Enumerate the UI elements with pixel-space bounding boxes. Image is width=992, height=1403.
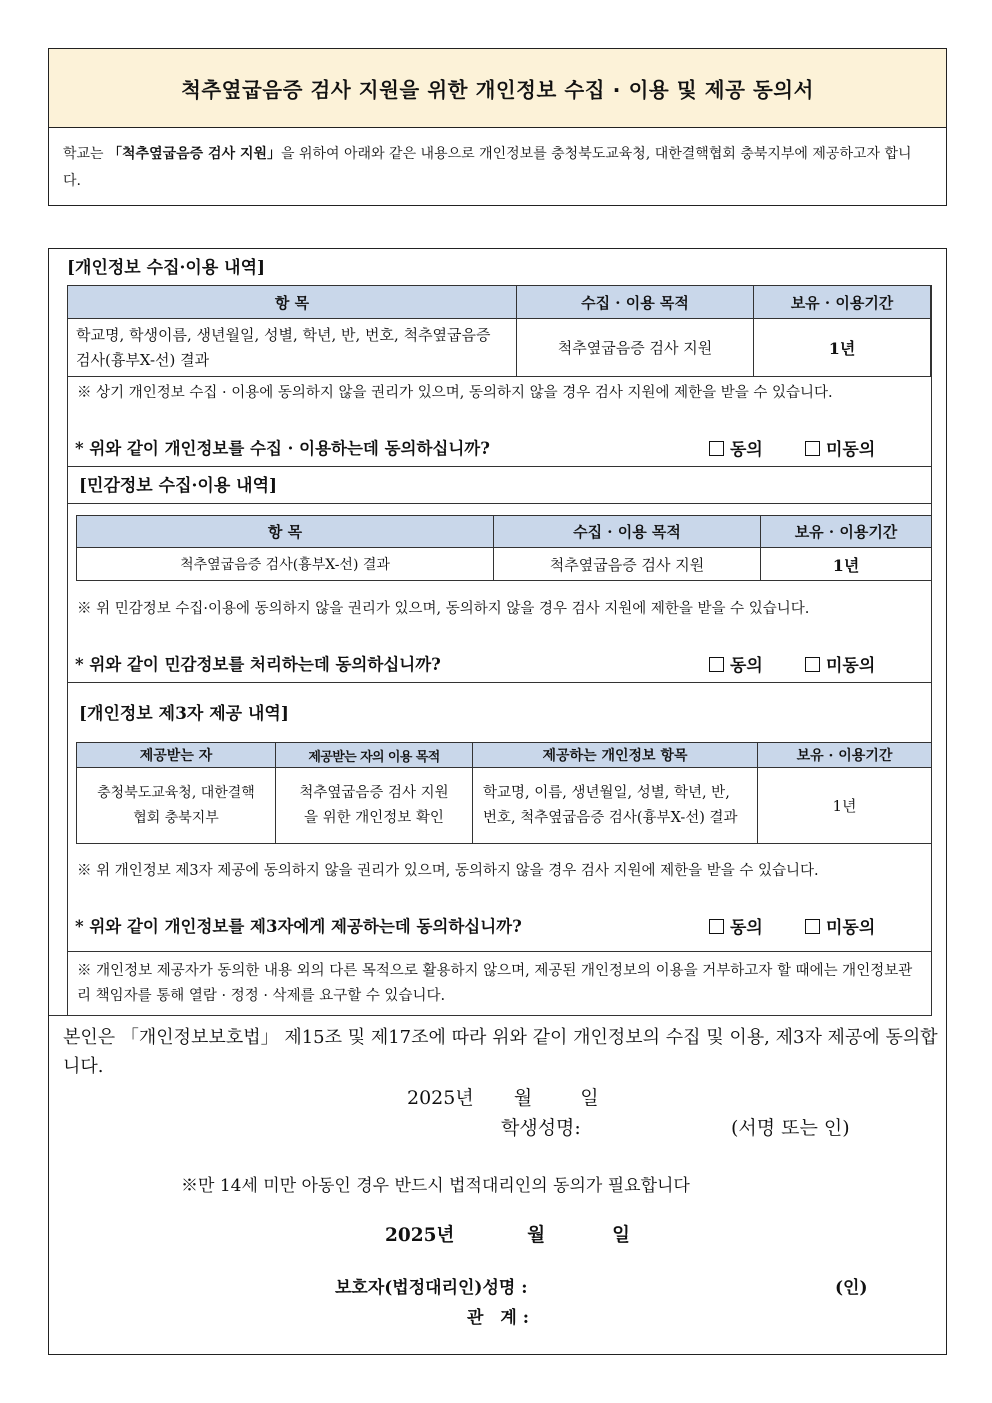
disagree-label: 미동의 xyxy=(826,918,876,938)
col-purpose: 수집 · 이용 목적 xyxy=(494,516,761,548)
col-period: 보유 · 이용기간 xyxy=(758,743,932,768)
section3-header-row xyxy=(77,743,932,768)
section2-disagree-option[interactable] xyxy=(805,651,875,676)
checkbox-icon[interactable] xyxy=(805,441,820,456)
date2-year: 2025년 xyxy=(385,1225,455,1246)
section1-disagree-option[interactable] xyxy=(805,435,875,460)
document-title: 척추옆굽음증 검사 지원을 위한 개인정보 수집 · 이용 및 제공 동의서 xyxy=(49,49,946,128)
divider xyxy=(67,466,931,467)
section3-question: * 위와 같이 개인정보를 제3자에게 제공하는데 동의하십니까? xyxy=(75,917,522,936)
section3-note: ※ 위 개인정보 제3자 제공에 동의하지 않을 권리가 있으며, 동의하지 않을 경우 검사 지원에 제한을 받을 수 있습니다. xyxy=(77,863,819,879)
consent-statement: 본인은 「개인정보보호법」 제15조 및 제17조에 따라 위와 같이 개인정보의 수집 및 이용, 제3자 제공에 동의합니다. xyxy=(63,1027,938,1077)
section3-heading: [개인정보 제3자 제공 내역] xyxy=(79,704,289,724)
disagree-label: 미동의 xyxy=(826,656,876,676)
section2-header-row xyxy=(77,516,932,548)
intro-text xyxy=(63,141,929,195)
cell-period: 1년 xyxy=(754,319,931,377)
intro-bold: 「척추옆굽음증 검사 지원」 xyxy=(108,146,282,162)
checkbox-icon[interactable] xyxy=(709,919,724,934)
agree-label: 동의 xyxy=(730,918,763,938)
section3-agree-option[interactable] xyxy=(709,913,763,938)
section1-question: * 위와 같이 개인정보를 수집 · 이용하는데 동의하십니까? xyxy=(75,439,490,458)
section1-table xyxy=(67,285,931,377)
col-period: 보유 · 이용기간 xyxy=(761,516,932,548)
agree-label: 동의 xyxy=(730,440,763,460)
divider xyxy=(67,951,931,952)
relation-label: 관 계 : xyxy=(467,1308,530,1328)
section3-disagree-option[interactable] xyxy=(805,913,875,938)
final-note: ※ 개인정보 제공자가 동의한 내용 외의 다른 목적으로 활용하지 않으며, 제공된 개인정보의 이용을 거부하고자 할 때에는 개인정보관리 책임자를 통해 열람 · 정정 · 삭제를 요구할 수 있습니다. xyxy=(77,963,913,1004)
checkbox-icon[interactable] xyxy=(709,441,724,456)
section1-agree-option[interactable] xyxy=(709,435,763,460)
cell-item: 척추옆굽음증 검사(흉부X-선) 결과 xyxy=(77,548,494,581)
date-month: 월 xyxy=(513,1087,533,1109)
date2-month: 월 xyxy=(527,1225,546,1246)
date-year: 2025년 xyxy=(407,1087,474,1109)
cell-item: 학교명, 학생이름, 생년월일, 성별, 학년, 반, 번호, 척추옆굽음증 검사(흉부X-선) 결과 xyxy=(68,319,517,377)
table-row xyxy=(77,548,932,581)
section1-header-row xyxy=(68,286,931,319)
section2-note: ※ 위 민감정보 수집·이용에 동의하지 않을 권리가 있으며, 동의하지 않을 경우 검사 지원에 제한을 받을 수 있습니다. xyxy=(77,601,810,617)
cell-provided-items: 학교명, 이름, 생년월일, 성별, 학년, 반, 번호, 척추옆굽음증 검사(흉부X-선) 결과 xyxy=(473,768,758,844)
minor-note: ※만 14세 미만 아동인 경우 반드시 법적대리인의 동의가 필요합니다 xyxy=(181,1176,690,1196)
disagree-label: 미동의 xyxy=(826,440,876,460)
student-sign-label: (서명 또는 인) xyxy=(731,1117,850,1139)
cell-period: 1년 xyxy=(758,768,932,844)
header-box xyxy=(48,48,947,206)
col-item: 항 목 xyxy=(77,516,494,548)
frame-left xyxy=(67,285,68,1015)
section2-question: * 위와 같이 민감정보를 처리하는데 동의하십니까? xyxy=(75,655,441,674)
frame-right xyxy=(931,285,932,1015)
cell-purpose: 척추옆굽음증 검사 지원 xyxy=(494,548,761,581)
section1-heading: [개인정보 수집·이용 내역] xyxy=(67,258,266,278)
section2-table xyxy=(76,515,932,581)
divider xyxy=(49,1015,932,1016)
col-use-purpose: 제공받는 자의 이용 목적 xyxy=(276,743,473,768)
col-purpose: 수집 · 이용 목적 xyxy=(517,286,754,319)
cell-recipient: 충청북도교육청, 대한결핵협회 충북지부 xyxy=(77,768,276,844)
guardian-name-label: 보호자(법정대리인)성명 : xyxy=(335,1278,528,1298)
date2-day: 일 xyxy=(612,1225,630,1246)
section3-table xyxy=(76,742,932,844)
divider xyxy=(67,682,931,683)
student-name-label: 학생성명: xyxy=(501,1117,581,1139)
checkbox-icon[interactable] xyxy=(709,657,724,672)
section1-note: ※ 상기 개인정보 수집 · 이용에 동의하지 않을 권리가 있으며, 동의하지 않을 경우 검사 지원에 제한을 받을 수 있습니다. xyxy=(77,385,833,401)
cell-purpose: 척추옆굽음증 검사 지원 xyxy=(517,319,754,377)
main-box xyxy=(48,248,947,1355)
table-row xyxy=(77,768,932,844)
guardian-date xyxy=(385,1221,630,1247)
consent-date xyxy=(407,1083,599,1110)
date-day: 일 xyxy=(580,1087,599,1109)
col-item: 항 목 xyxy=(68,286,517,319)
checkbox-icon[interactable] xyxy=(805,657,820,672)
checkbox-icon[interactable] xyxy=(805,919,820,934)
cell-use-purpose: 척추옆굽음증 검사 지원을 위한 개인정보 확인 xyxy=(276,768,473,844)
section2-agree-option[interactable] xyxy=(709,651,763,676)
col-provided-items: 제공하는 개인정보 항목 xyxy=(473,743,758,768)
table-row xyxy=(68,319,931,377)
col-recipient: 제공받는 자 xyxy=(77,743,276,768)
guardian-seal: (인) xyxy=(835,1278,868,1298)
intro-part1: 학교는 xyxy=(63,146,109,162)
col-period: 보유 · 이용기간 xyxy=(754,286,931,319)
agree-label: 동의 xyxy=(730,656,763,676)
cell-period: 1년 xyxy=(761,548,932,581)
intro-part2: 을 위하여 아래와 같은 내용으로 개인정보를 충청북도교육청, 대한결핵협회 충북지부에 제공하고자 합니다. xyxy=(63,146,912,189)
section2-heading: [민감정보 수집·이용 내역] xyxy=(79,476,278,496)
divider xyxy=(67,503,931,504)
